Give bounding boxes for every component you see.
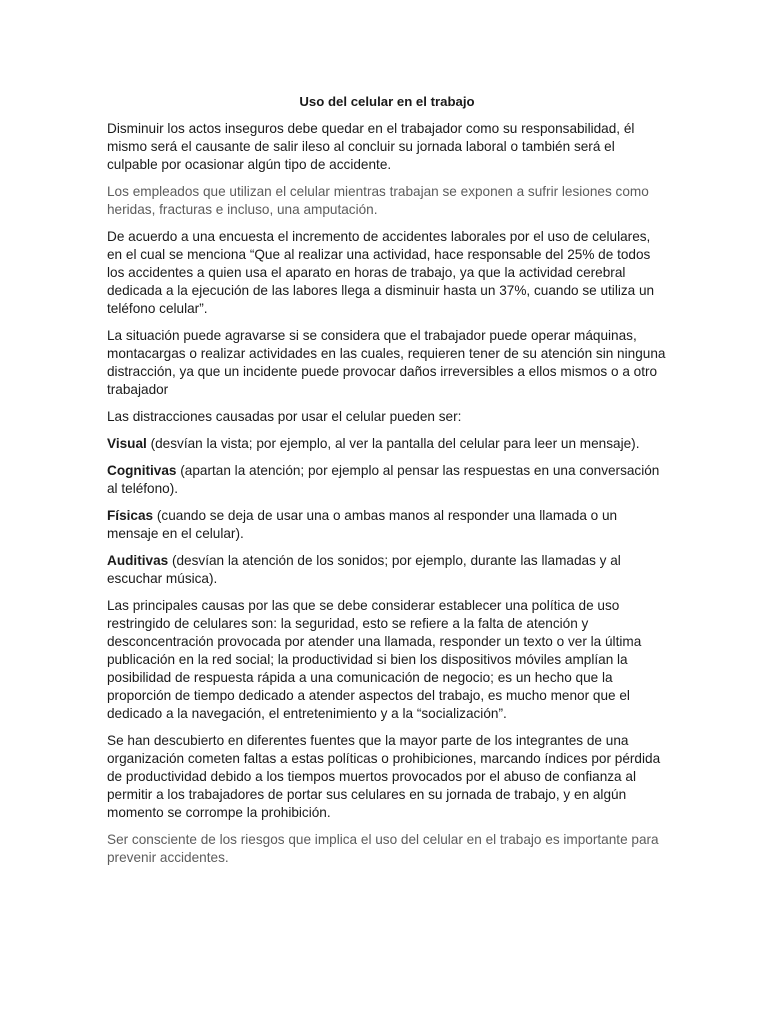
distraction-desc: (desvían la vista; por ejemplo, al ver la pantalla del celular para leer un mensaje). <box>146 436 640 451</box>
paragraph-findings: Se han descubierto en diferentes fuentes que la mayor parte de los integrantes de una organización cometen faltas a estas políticas o prohibiciones, marcando índices por pérdida de productividad debido a los tiempos muertos provocados por el abuso de confianza al permitir a los trabajadores de portar sus celulares en su jornada de trabajo, y en algún momento se corrompe la prohibición. <box>107 733 661 820</box>
distraction-term: Físicas <box>107 508 154 523</box>
distraction-desc: (apartan la atención; por ejemplo al pensar las respuestas en una conversación al teléfono). <box>107 463 660 496</box>
distraction-cognitive <box>107 462 667 498</box>
distraction-physical <box>107 507 667 543</box>
paragraph-distractions-intro: Las distracciones causadas por usar el celular pueden ser: <box>107 409 462 424</box>
distraction-desc: (cuando se deja de usar una o ambas manos al responder una llamada o un mensaje en el celular). <box>107 508 618 541</box>
document-title: Uso del celular en el trabajo <box>299 94 475 109</box>
distraction-term: Auditivas <box>107 553 169 568</box>
distraction-term: Visual <box>107 436 147 451</box>
distraction-auditory <box>107 552 667 588</box>
distraction-term: Cognitivas <box>107 463 177 478</box>
paragraph-survey: De acuerdo a una encuesta el incremento de accidentes laborales por el uso de celulares, en el cual se menciona “Que al realizar una actividad, hace responsable del 25% de todos los accidentes a quien usa el aparato en horas de trabajo, ya que la actividad cerebral dedicada a la ejecución de las labores llega a disminuir hasta un 37%, cuando se utiliza un teléfono celular”. <box>107 229 655 316</box>
paragraph-intro: Disminuir los actos inseguros debe quedar en el trabajador como su responsabilidad, él mismo será el causante de salir ileso al concluir su jornada laboral o también será el culpable por ocasionar algún tipo de accidente. <box>107 121 635 172</box>
paragraph-causes: Las principales causas por las que se debe considerar establecer una política de uso restringido de celulares son: la seguridad, esto se refiere a la falta de atención y desconcentración provocada por atender una llamada, responder un texto o ver la última publicación en la red social; la productividad si bien los dispositivos móviles amplían la posibilidad de respuesta rápida a una comunicación de negocio; es un hecho que la proporción de tiempo dedicado a atender aspectos del trabajo, es mucho menor que el dedicado a la navegación, el entretenimiento y a la “socialización”. <box>107 598 642 721</box>
paragraph-injuries: Los empleados que utilizan el celular mientras trabajan se exponen a sufrir lesiones como heridas, fracturas e incluso, una amputación. <box>107 184 649 217</box>
paragraph-aggravation: La situación puede agravarse si se considera que el trabajador puede operar máquinas, montacargas o realizar actividades en las cuales, requieren tener de su atención sin ninguna distracción, ya que un incidente puede provocar daños irreversibles a ellos mismos o a otro trabajador <box>107 328 666 397</box>
distraction-visual <box>107 435 667 453</box>
distraction-desc: (desvían la atención de los sonidos; por ejemplo, durante las llamadas y al escuchar música). <box>107 553 621 586</box>
paragraph-conclusion: Ser consciente de los riesgos que implica el uso del celular en el trabajo es importante para prevenir accidentes. <box>107 832 659 865</box>
document-page <box>107 93 667 876</box>
